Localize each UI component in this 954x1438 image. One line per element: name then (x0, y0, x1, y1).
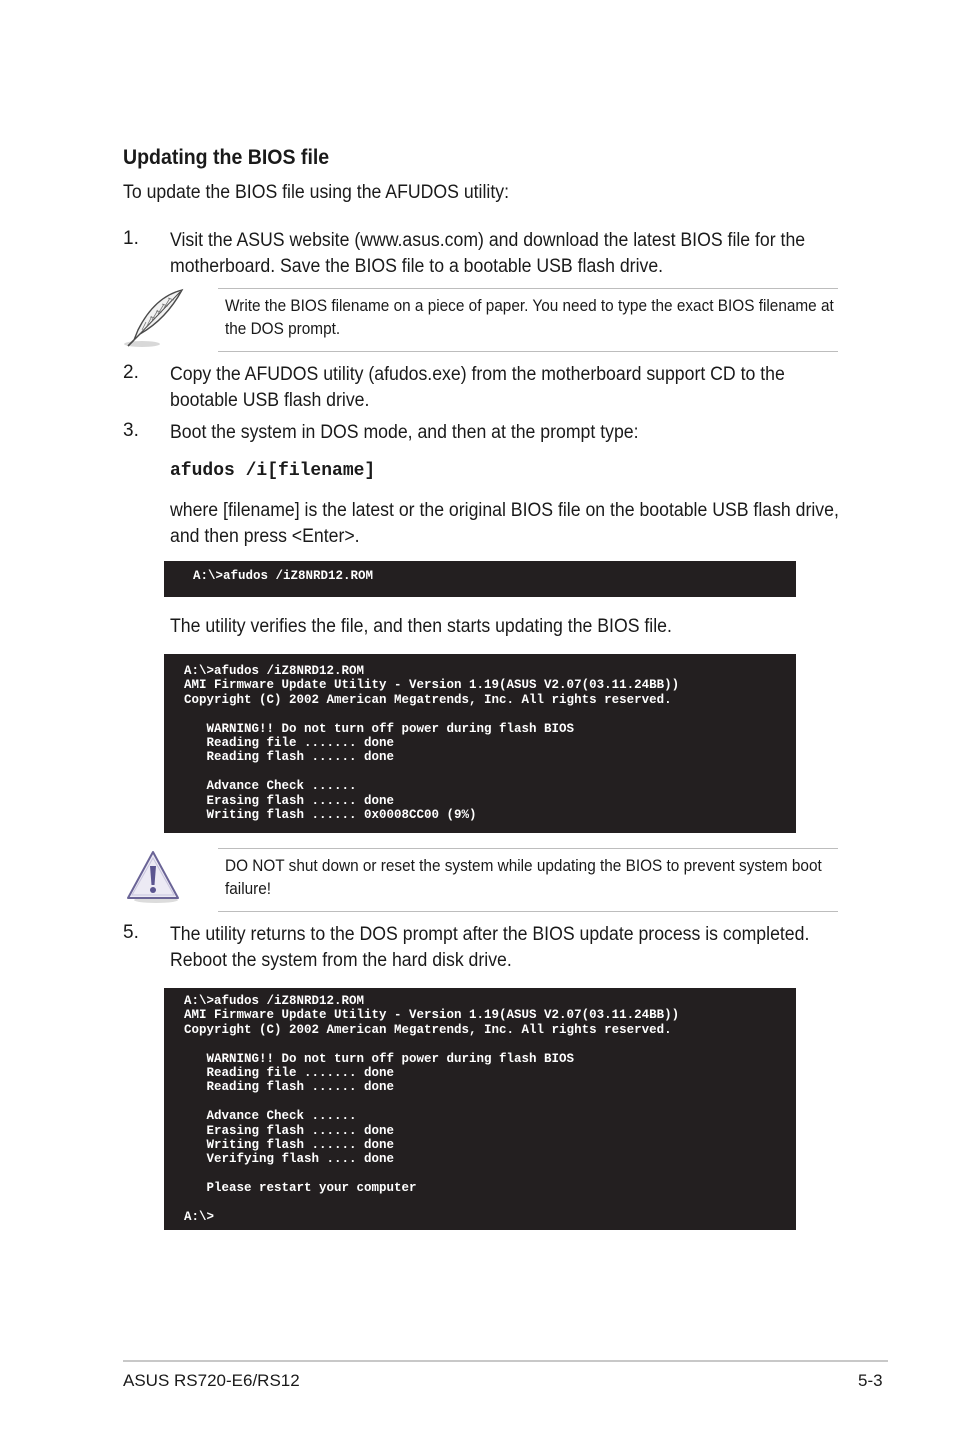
terminal-line: A:\>afudos /iZ8NRD12.ROM (184, 664, 365, 678)
terminal-line: AMI Firmware Update Utility - Version 1.19(ASUS V2.07(03.11.24BB)) (184, 1008, 680, 1023)
terminal-line (184, 1037, 796, 1051)
terminal-line: Reading file ....... done (184, 735, 395, 750)
terminal-line (184, 707, 796, 721)
step-number: 3. (123, 420, 139, 441)
terminal-line: Advance Check ...... (184, 1109, 357, 1124)
step-number: 5. (123, 922, 139, 943)
note-bottom-rule (218, 351, 838, 352)
note-top-rule (218, 288, 838, 289)
terminal-line: WARNING!! Do not turn off power during flash BIOS (184, 721, 575, 736)
step-number: 2. (123, 362, 139, 383)
terminal-line (184, 1167, 796, 1181)
terminal-line: Writing flash ...... done (184, 1137, 395, 1152)
step-text: Visit the ASUS website (www.asus.com) and download the latest BIOS file for the motherboard. Save the BIOS file to a bootable USB flash drive. (170, 230, 806, 277)
terminal-line: WARNING!! Do not turn off power during flash BIOS (184, 1051, 575, 1066)
terminal-complete (164, 988, 796, 1230)
terminal-command (164, 561, 796, 597)
step-number: 1. (123, 228, 139, 249)
terminal-line: Reading flash ...... done (184, 750, 395, 765)
step-text: Copy the AFUDOS utility (afudos.exe) from the motherboard support CD to the bootable USB flash drive. (170, 364, 785, 411)
terminal-line (184, 765, 796, 779)
terminal-line: Copyright (C) 2002 American Megatrends, Inc. All rights reserved. (184, 1022, 672, 1037)
terminal-line: A:\>afudos /iZ8NRD12.ROM (193, 569, 374, 583)
section-intro: To update the BIOS file using the AFUDOS utility: (123, 182, 509, 203)
note-text: Write the BIOS filename on a piece of paper. You need to type the exact BIOS filename at the DOS prompt. (225, 297, 834, 338)
feather-pen-icon (120, 286, 188, 350)
terminal-line: Please restart your computer (184, 1181, 417, 1196)
command-syntax: afudos /i[filename] (170, 461, 376, 481)
terminal-line: AMI Firmware Update Utility - Version 1.19(ASUS V2.07(03.11.24BB)) (184, 678, 680, 693)
terminal-line: Writing flash ...... 0x0008CC00 (9%) (184, 807, 477, 822)
where-text: where [filename] is the latest or the original BIOS file on the bootable USB flash drive, and then press <Enter>. (170, 500, 839, 547)
footer-product: ASUS RS720-E6/RS12 (123, 1371, 300, 1390)
terminal-line (184, 1095, 796, 1109)
terminal-line (184, 1195, 796, 1209)
terminal-line: Verifying flash .... done (184, 1152, 395, 1167)
warning-top-rule (218, 848, 838, 849)
terminal-line: Reading flash ...... done (184, 1080, 395, 1095)
terminal-line: A:\>afudos /iZ8NRD12.ROM (184, 994, 365, 1008)
terminal-line: Reading file ....... done (184, 1065, 395, 1080)
terminal-line: Copyright (C) 2002 American Megatrends, Inc. All rights reserved. (184, 692, 672, 707)
warning-bottom-rule (218, 911, 838, 912)
step-text: Boot the system in DOS mode, and then at the prompt type: (170, 422, 639, 443)
footer-rule (123, 1360, 888, 1362)
warning-text: DO NOT shut down or reset the system while updating the BIOS to prevent system boot failure! (225, 857, 822, 898)
warning-triangle-icon (124, 848, 182, 904)
terminal-progress (164, 654, 796, 833)
section-title: Updating the BIOS file (123, 146, 330, 169)
footer-page-number: 5-3 (858, 1371, 883, 1390)
terminal-line: Erasing flash ...... done (184, 793, 395, 808)
terminal-line: A:\> (184, 1209, 215, 1224)
step-text: The utility returns to the DOS prompt after the BIOS update process is completed. Reboot the system from the hard disk drive. (170, 924, 810, 971)
verify-text: The utility verifies the file, and then starts updating the BIOS file. (170, 616, 672, 637)
terminal-line: Advance Check ...... (184, 779, 357, 794)
terminal-line: Erasing flash ...... done (184, 1123, 395, 1138)
